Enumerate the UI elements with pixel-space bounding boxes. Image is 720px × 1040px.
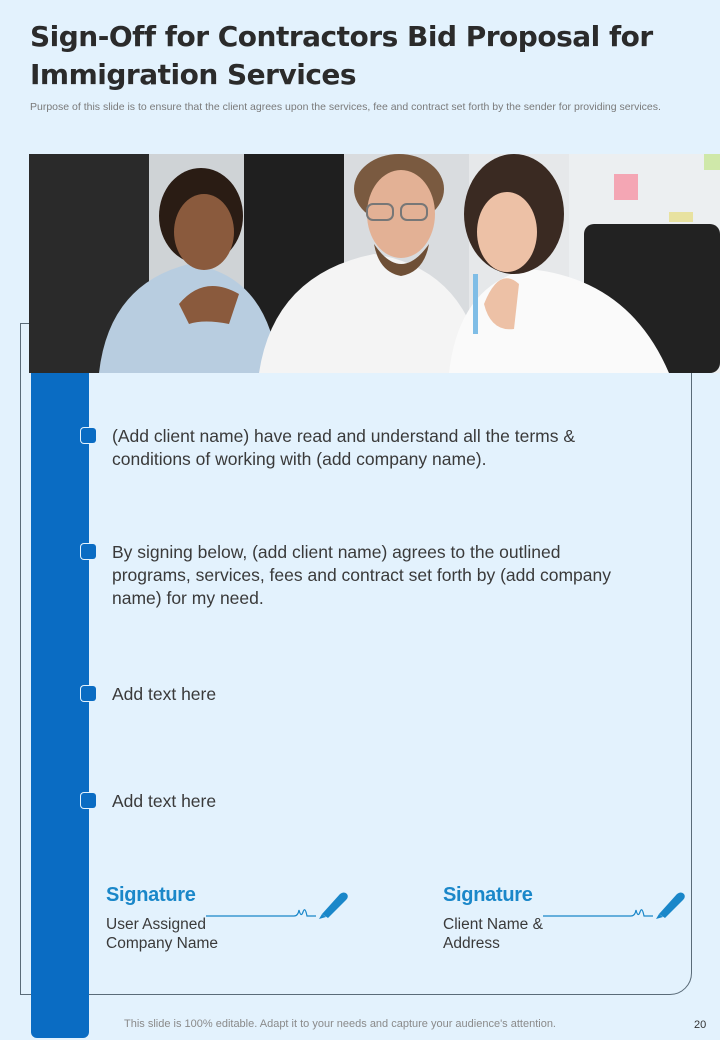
bullet-square <box>81 544 96 559</box>
list-item-text: By signing below, (add client name) agrees to the outlined programs, services, fees and contract set forth by (add company name) for my need. <box>112 542 611 608</box>
signature-label: Signature <box>106 884 196 906</box>
list-item-text: Add text here <box>112 791 217 811</box>
pen-icon <box>319 893 348 920</box>
page-number: 20 <box>694 1019 707 1031</box>
list-item-text: Add text here <box>112 684 217 704</box>
signer-name: Client Name & Address <box>443 916 543 952</box>
bullet-square <box>81 428 96 443</box>
team-photo <box>29 154 720 373</box>
list-item <box>81 790 641 813</box>
page-title: Sign-Off for Contractors Bid Proposal for Immigration Services <box>30 20 653 91</box>
bullet-square <box>81 793 96 808</box>
signature-block-client <box>443 884 693 953</box>
signature-line <box>206 888 351 920</box>
signature-block-company <box>106 884 356 953</box>
page-subtitle: Purpose of this slide is to ensure that the client agrees upon the services, fee and contract set forth by the sender for providing services. <box>30 101 661 113</box>
list-item <box>81 541 641 610</box>
list-item <box>81 683 641 706</box>
bullet-square <box>81 686 96 701</box>
list-item <box>81 425 641 471</box>
signer-name: User Assigned Company Name <box>106 916 218 952</box>
pen-icon <box>656 893 685 920</box>
list-item-text: (Add client name) have read and understand all the terms & conditions of working with (add company name). <box>112 426 576 469</box>
signature-line <box>543 888 688 920</box>
footer-note: This slide is 100% editable. Adapt it to your needs and capture your audience's attention. <box>124 1018 556 1030</box>
signature-label: Signature <box>443 884 533 906</box>
